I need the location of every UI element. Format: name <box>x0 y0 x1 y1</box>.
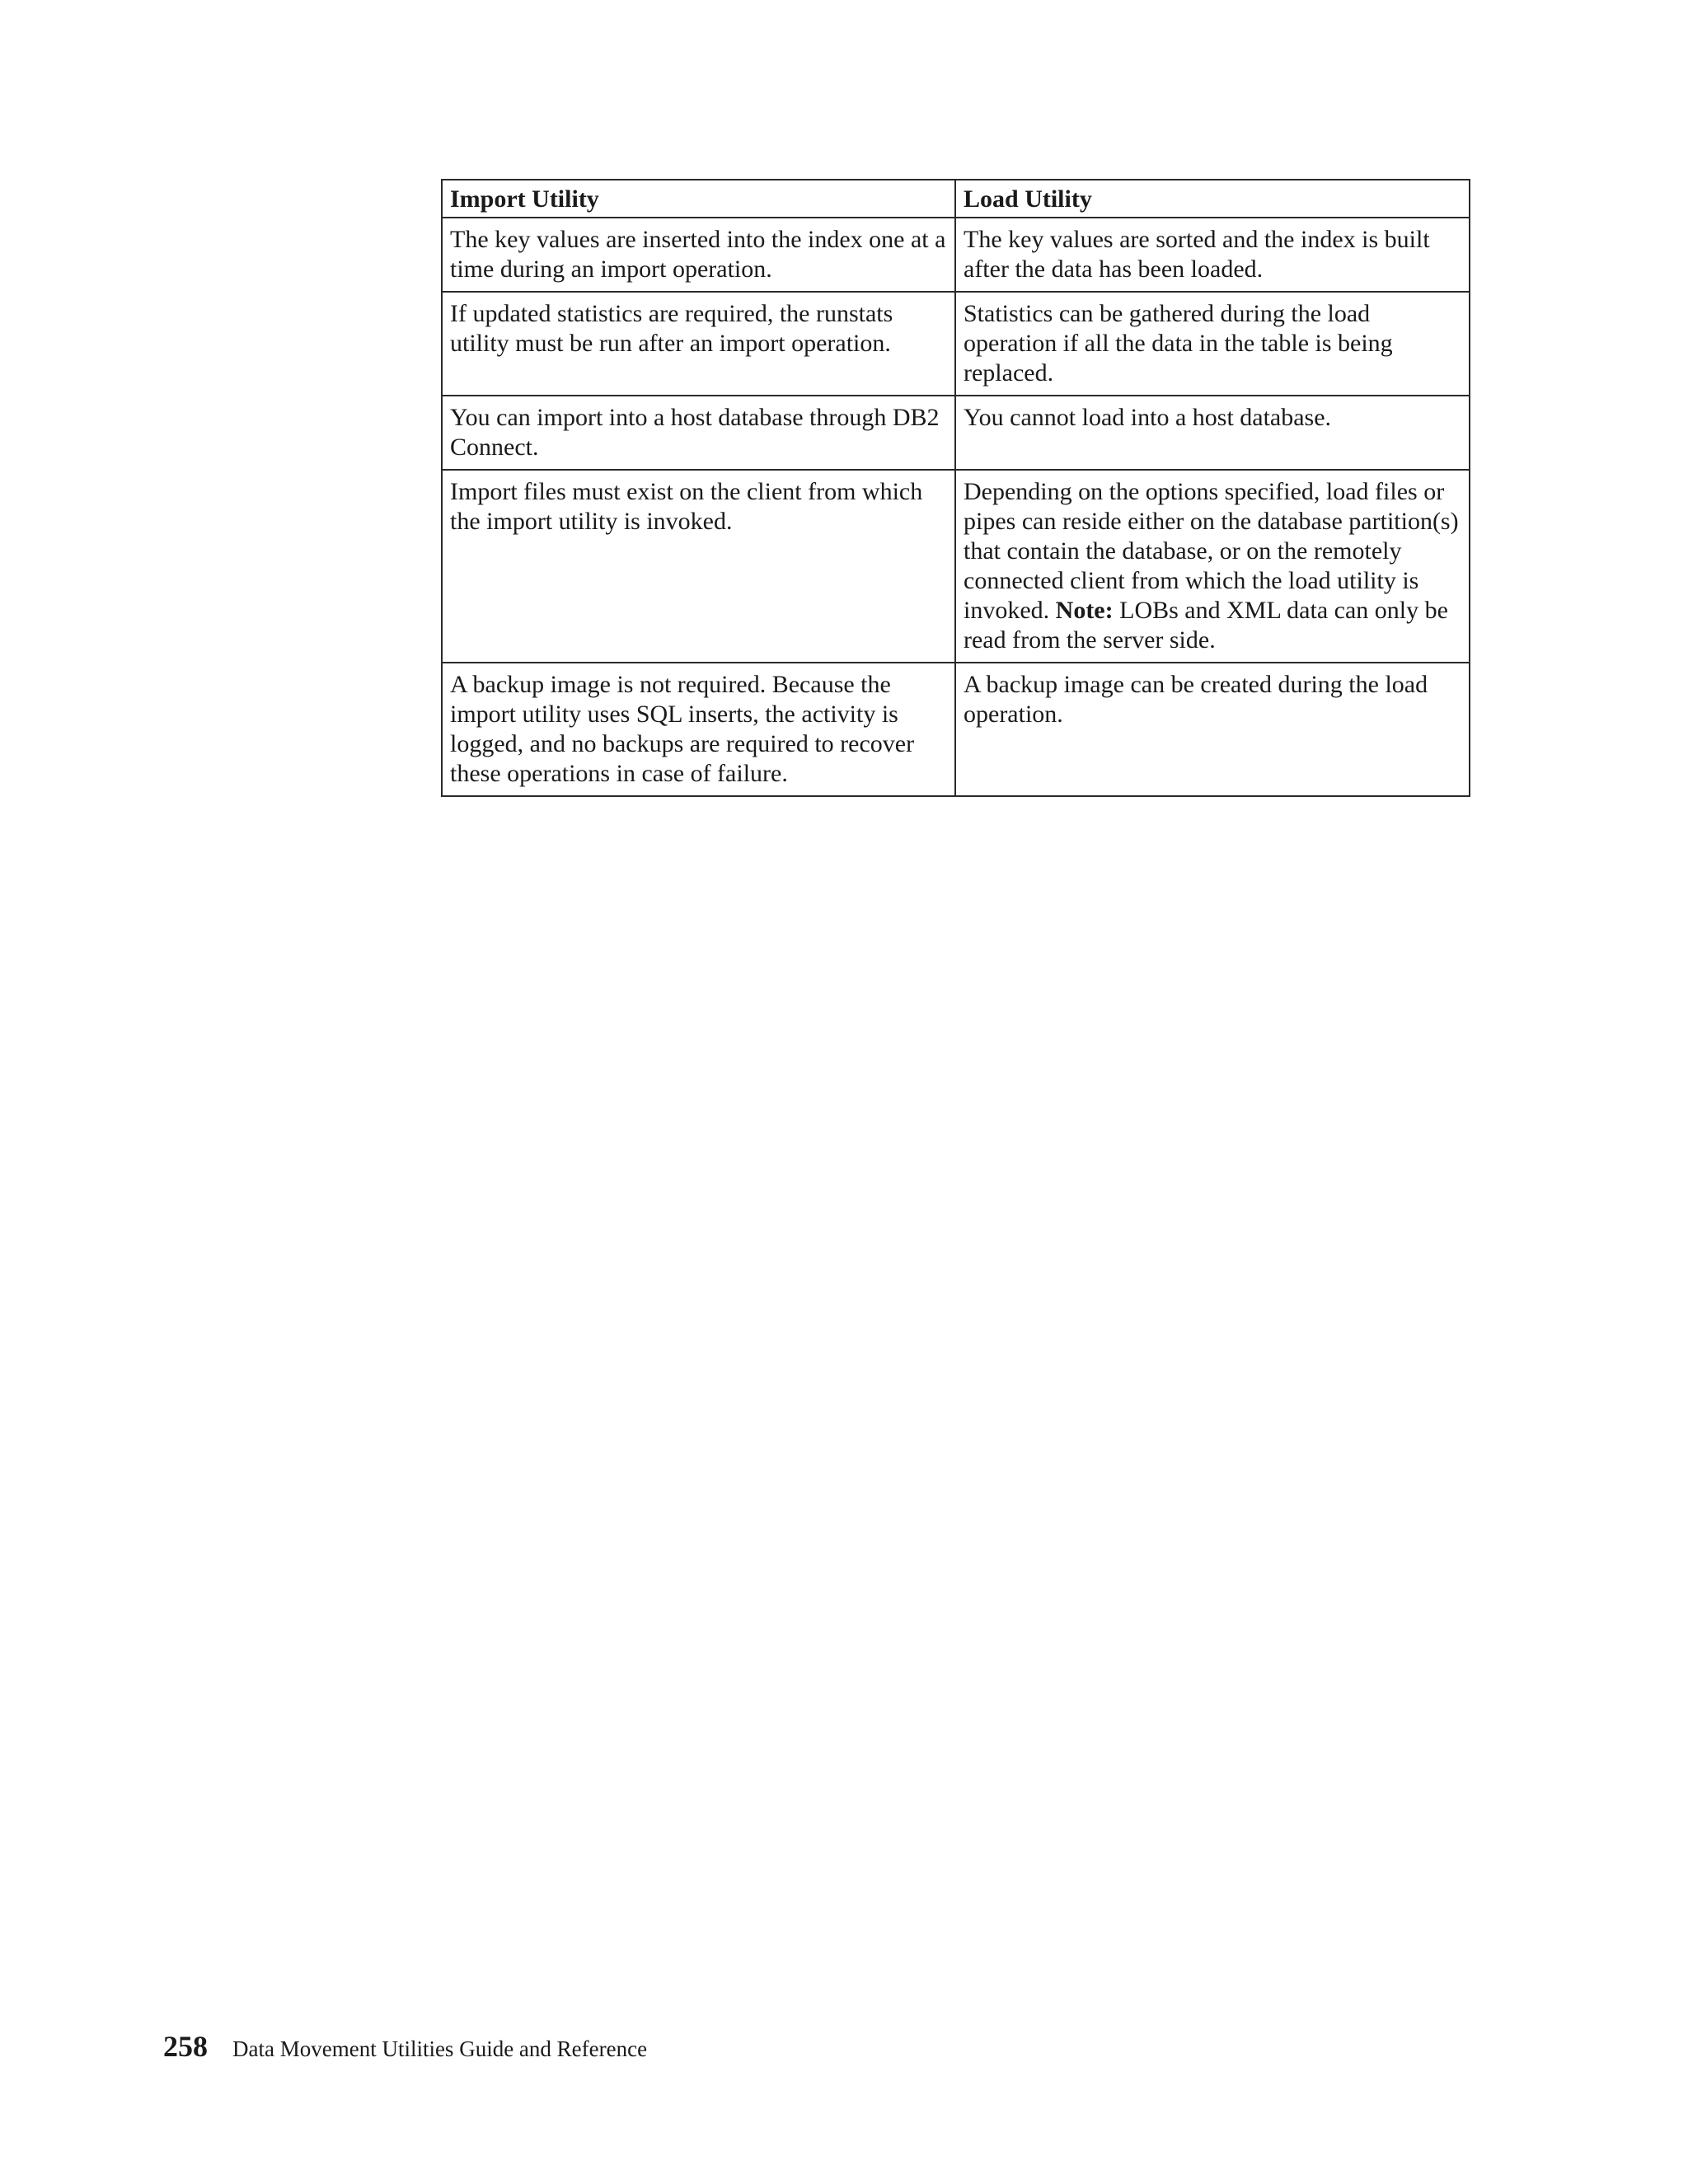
book-title: Data Movement Utilities Guide and Reference <box>232 2036 648 2061</box>
load-cell <box>955 470 1470 663</box>
import-cell: Import files must exist on the client from which the import utility is invoked. <box>442 470 955 663</box>
load-cell: Statistics can be gathered during the load operation if all the data in the table is being replaced. <box>955 292 1470 396</box>
load-cell: A backup image can be created during the load operation. <box>955 663 1470 796</box>
import-cell: If updated statistics are required, the runstats utility must be run after an import operation. <box>442 292 955 396</box>
page-footer <box>163 2029 647 2064</box>
import-cell: The key values are inserted into the index one at a time during an import operation. <box>442 218 955 292</box>
import-vs-load-table <box>441 179 1470 797</box>
column-header-load-utility: Load Utility <box>955 180 1470 218</box>
import-cell: A backup image is not required. Because the import utility uses SQL inserts, the activity is logged, and no backups are required to recover these operations in case of failure. <box>442 663 955 796</box>
table-row <box>442 396 1470 470</box>
column-header-import-utility: Import Utility <box>442 180 955 218</box>
table-row <box>442 292 1470 396</box>
page-number: 258 <box>163 2030 208 2063</box>
table-header-row <box>442 180 1470 218</box>
load-cell: You cannot load into a host database. <box>955 396 1470 470</box>
table-row <box>442 470 1470 663</box>
note-text: LOBs and XML data can only be read from the server side. <box>964 597 1448 654</box>
load-cell: The key values are sorted and the index is built after the data has been loaded. <box>955 218 1470 292</box>
table-row <box>442 663 1470 796</box>
import-cell: You can import into a host database through DB2 Connect. <box>442 396 955 470</box>
table-row <box>442 218 1470 292</box>
note-label: Note: <box>1055 597 1114 624</box>
load-cell-text: Depending on the options specified, load files or pipes can reside either on the database partition(s) that contain the database, or on the remotely connected client from which the load utility is invoked. <box>964 478 1459 624</box>
